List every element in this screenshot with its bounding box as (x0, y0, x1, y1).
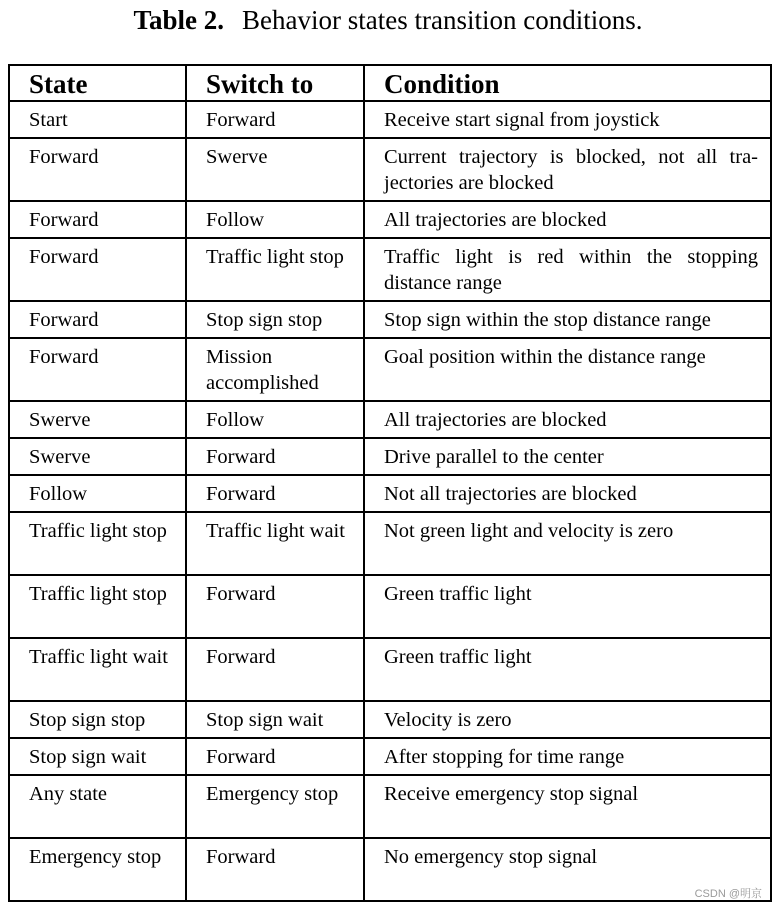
switch-to-cell: Emergency stop (186, 775, 364, 838)
switch-to-cell: Forward (186, 101, 364, 138)
switch-to-cell: Traffic light stop (186, 238, 364, 301)
state-cell: Any state (9, 775, 186, 838)
condition-cell: Not green light and velocity is zero (364, 512, 771, 575)
switch-to-cell: Forward (186, 438, 364, 475)
state-cell: Forward (9, 138, 186, 201)
table-caption (0, 2, 776, 38)
switch-to-cell: Forward (186, 575, 364, 638)
transition-table (8, 64, 772, 902)
condition-cell: Traffic light is red within the stopping distance range (364, 238, 771, 301)
switch-to-cell: Forward (186, 838, 364, 901)
state-cell: Start (9, 101, 186, 138)
state-cell: Emergency stop (9, 838, 186, 901)
switch-to-cell: Traffic light wait (186, 512, 364, 575)
table-row (9, 138, 771, 201)
watermark: CSDN @明京 (694, 888, 762, 900)
state-cell: Traffic light stop (9, 512, 186, 575)
state-cell: Swerve (9, 401, 186, 438)
condition-cell: Receive emergency stop signal (364, 775, 771, 838)
table-row (9, 101, 771, 138)
condition-cell: Green traffic light (364, 638, 771, 701)
table-row (9, 238, 771, 301)
header-row (9, 65, 771, 101)
switch-to-cell: Forward (186, 475, 364, 512)
state-cell: Forward (9, 301, 186, 338)
table-row (9, 838, 771, 901)
condition-cell: Current trajectory is blocked, not all tra-jectories are blocked (364, 138, 771, 201)
switch-to-cell: Stop sign wait (186, 701, 364, 738)
table-row (9, 575, 771, 638)
header-condition: Condition (364, 65, 771, 101)
condition-cell: Receive start signal from joystick (364, 101, 771, 138)
condition-cell: Goal position within the distance range (364, 338, 771, 401)
table-row (9, 201, 771, 238)
condition-cell: All trajectories are blocked (364, 201, 771, 238)
switch-to-cell: Forward (186, 638, 364, 701)
condition-cell: Drive parallel to the center (364, 438, 771, 475)
table-row (9, 701, 771, 738)
state-cell: Forward (9, 338, 186, 401)
header-switch-to: Switch to (186, 65, 364, 101)
state-cell: Forward (9, 238, 186, 301)
table-row (9, 338, 771, 401)
condition-cell: All trajectories are blocked (364, 401, 771, 438)
switch-to-cell: Forward (186, 738, 364, 775)
table-row (9, 638, 771, 701)
table-row (9, 438, 771, 475)
condition-cell: Stop sign within the stop distance range (364, 301, 771, 338)
switch-to-cell: Follow (186, 201, 364, 238)
state-cell: Forward (9, 201, 186, 238)
caption-label: Table 2. (133, 5, 225, 35)
header-state: State (9, 65, 186, 101)
state-cell: Traffic light stop (9, 575, 186, 638)
table-row (9, 301, 771, 338)
state-cell: Stop sign wait (9, 738, 186, 775)
switch-to-cell: Mission accomplished (186, 338, 364, 401)
switch-to-cell: Stop sign stop (186, 301, 364, 338)
table-row (9, 738, 771, 775)
switch-to-cell: Follow (186, 401, 364, 438)
state-cell: Swerve (9, 438, 186, 475)
condition-cell: After stopping for time range (364, 738, 771, 775)
condition-cell: No emergency stop signal (364, 838, 771, 901)
table-row (9, 475, 771, 512)
switch-to-cell: Swerve (186, 138, 364, 201)
table-row (9, 401, 771, 438)
caption-text: Behavior states transition conditions. (242, 5, 643, 35)
condition-cell: Green traffic light (364, 575, 771, 638)
condition-cell: Velocity is zero (364, 701, 771, 738)
table-row (9, 775, 771, 838)
state-cell: Follow (9, 475, 186, 512)
condition-cell: Not all trajectories are blocked (364, 475, 771, 512)
table-row (9, 512, 771, 575)
state-cell: Stop sign stop (9, 701, 186, 738)
state-cell: Traffic light wait (9, 638, 186, 701)
